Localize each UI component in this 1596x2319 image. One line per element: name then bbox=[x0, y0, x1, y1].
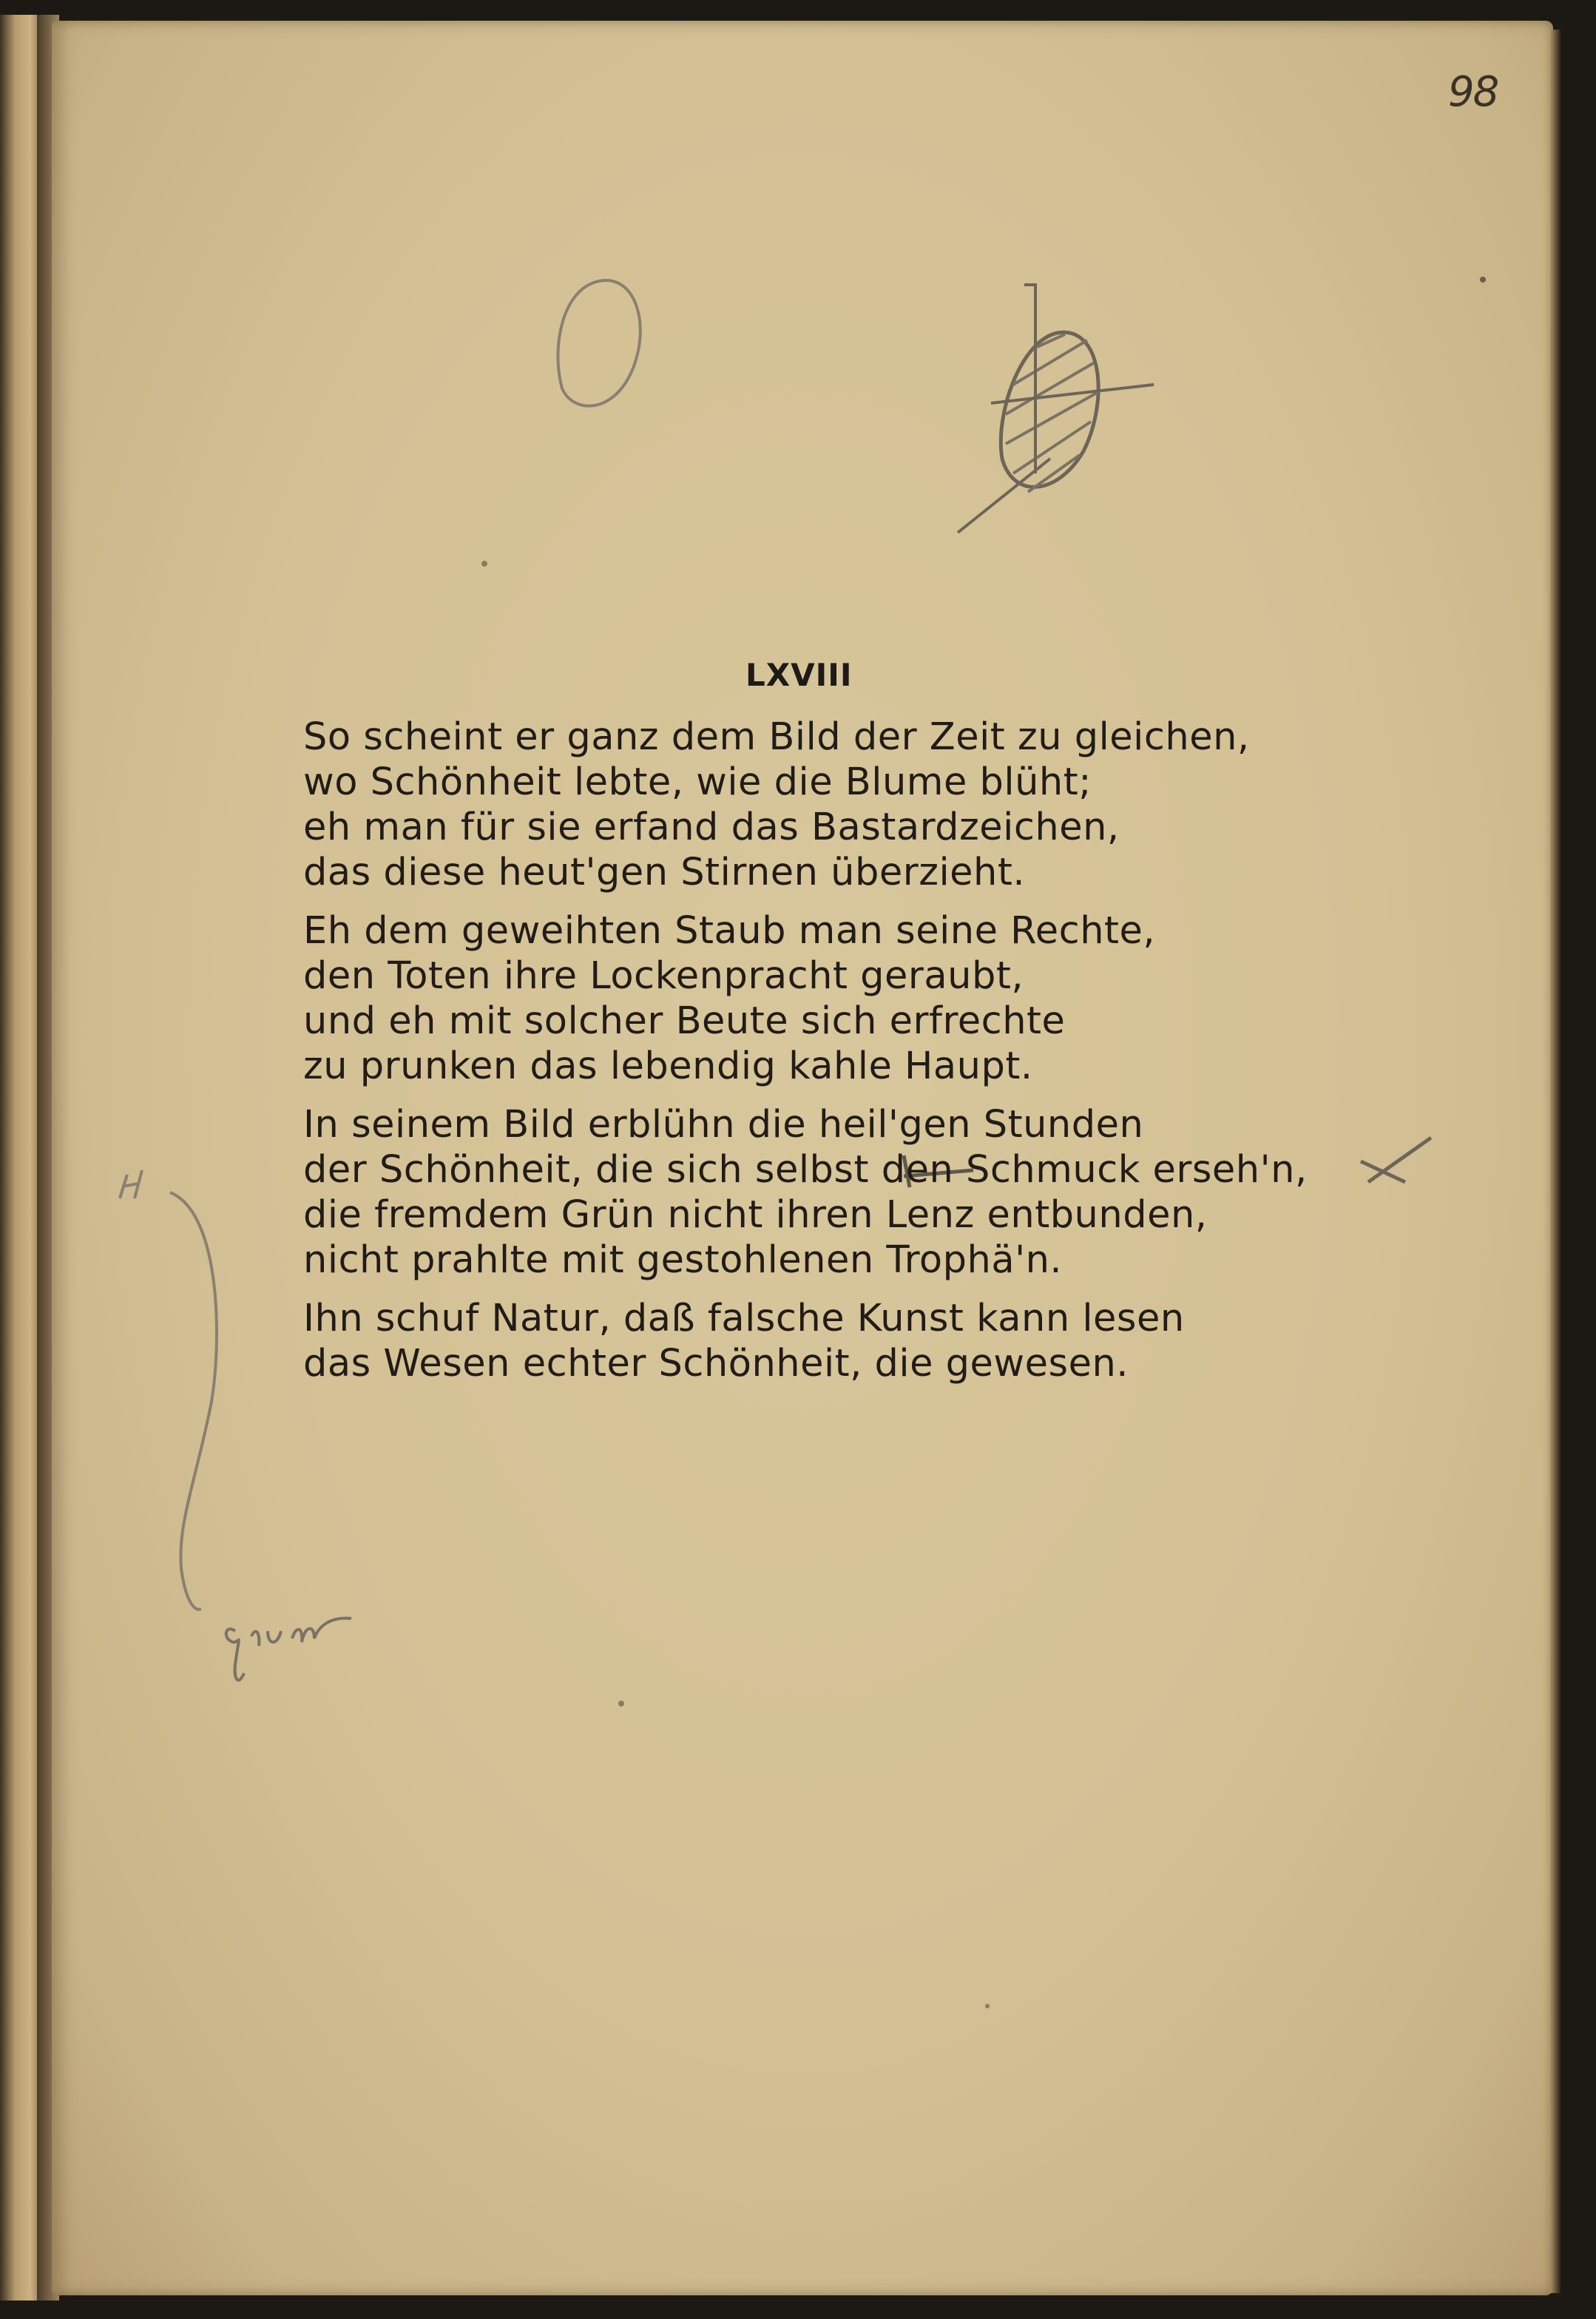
stanza bbox=[303, 908, 1155, 1089]
verse-line: die fremdem Grün nicht ihren Lenz entbunden, bbox=[303, 1193, 1208, 1237]
verse-line: zu prunken das lebendig kahle Haupt. bbox=[303, 1044, 1033, 1088]
stanza bbox=[303, 1102, 1308, 1283]
page-right-edge bbox=[1550, 30, 1561, 2293]
verse-line: das Wesen echter Schönheit, die gewesen. bbox=[303, 1342, 1129, 1385]
verse-line: den Toten ihre Lockenpracht geraubt, bbox=[303, 954, 1024, 998]
verse-line: das diese heut'gen Stirnen überzieht. bbox=[303, 851, 1026, 894]
verse-line: Ihn schuf Natur, daß falsche Kunst kann lesen bbox=[303, 1297, 1185, 1340]
verse-line: Eh dem geweihten Staub man seine Rechte, bbox=[303, 909, 1156, 953]
verse-line: und eh mit solcher Beute sich erfrechte bbox=[303, 999, 1066, 1043]
verse-line: wo Schönheit lebte, wie die Blume blüht; bbox=[303, 760, 1092, 804]
verse-line: nicht prahlte mit gestohlenen Trophä'n. bbox=[303, 1238, 1063, 1282]
page-number: 98 bbox=[1448, 68, 1498, 116]
poem-title: LXVIII bbox=[745, 657, 853, 693]
verse-line: der Schönheit, die sich selbst den Schmuck erseh'n, bbox=[303, 1148, 1308, 1192]
verse-line: eh man für sie erfand das Bastardzeichen, bbox=[303, 806, 1120, 849]
verse-line: In seinem Bild erblühn die heil'gen Stunden bbox=[303, 1103, 1144, 1147]
stanza bbox=[303, 1296, 1185, 1386]
stanza bbox=[303, 715, 1250, 895]
verse-line: So scheint er ganz dem Bild der Zeit zu gleichen, bbox=[303, 715, 1250, 759]
